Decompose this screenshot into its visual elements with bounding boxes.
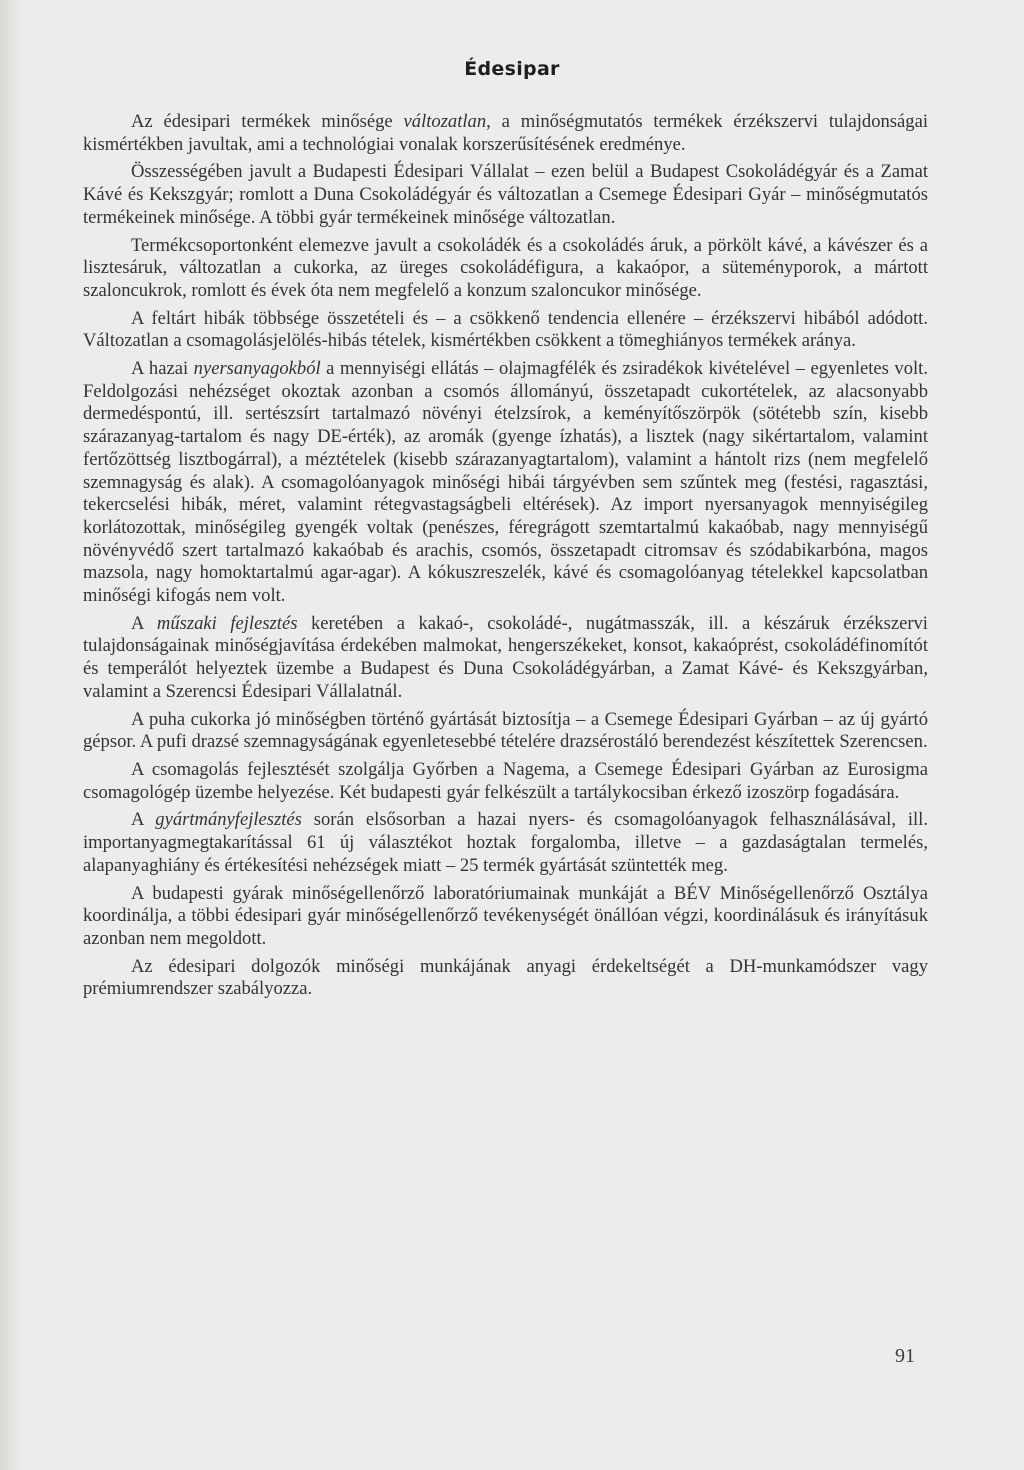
- paragraph-8-text: A csomagolás fejlesztését szolgálja Győrben a Nagema, a Csemege Édesipari Gyárban az Eurosigma csomagológép üzembe helyezése. Két budapesti gyár felkészült a tartálykocsiban érkező izoszörp fogadására.: [83, 758, 928, 803]
- emphasis-muszaki-fejlesztes: műszaki fejlesztés: [156, 612, 298, 634]
- paragraph-3: [83, 235, 928, 303]
- page-title: Édesipar: [464, 58, 560, 80]
- paragraph-2: [83, 161, 928, 229]
- emphasis-valtozatlan: változatlan: [403, 111, 487, 132]
- paragraph-9-text-cont: során elsősorban a hazai nyers- és csomagolóanyagok felhasználásával, ill. importanyagmegtakarítással 61 új választékot hoztak forgalomba, illetve – a gazdaságtalan termelés, alapanyaghiány és értékesítési nehézségek miatt – 25 termék gyártását szüntették meg.: [83, 809, 928, 876]
- paragraph-10: [83, 883, 928, 951]
- paragraph-1-text-cont: , a minőségmutatós termékek érzékszervi tulajdonságai kismértékben javultak, ami a technológiai vonalak korszerűsítésének eredménye.: [83, 111, 928, 155]
- paragraph-5: [83, 358, 928, 608]
- paragraph-1-text: Az édesipari termékek minősége: [131, 111, 404, 132]
- paragraph-7: [83, 709, 928, 754]
- paragraph-3-text: Termékcsoportonként elemezve javult a csokoládék és a csokoládés áruk, a pörkölt kávé, a kávészer és a lisztesáruk, változatlan a cukorka, az üreges csokoládéfigura, a kakaópor, a süteményporok, a mártott szaloncukrok, romlott és évek óta nem megfelelő a konzum szaloncukor minősége.: [83, 234, 928, 301]
- page-number: 91: [895, 1345, 915, 1367]
- emphasis-gyartmanyfejlesztes: gyártmányfejlesztés: [155, 809, 302, 831]
- paragraph-6-text: A: [131, 612, 157, 634]
- paragraph-5-text: A hazai: [131, 358, 194, 380]
- emphasis-nyersanyagokbol: nyersanyagokból: [193, 358, 321, 380]
- paragraph-11-text: Az édesipari dolgozók minőségi munkájának anyagi érdekeltségét a DH-munkamódszer vagy prémiumrendszer szabályozza.: [83, 955, 928, 1000]
- paragraph-4: [83, 308, 928, 353]
- paragraph-6: [83, 613, 928, 704]
- paragraph-6-text-cont: keretében a kakaó-, csokoládé-, nugátmasszák, ill. a készáruk érzékszervi tulajdonságainak minőségjavítása érdekében malmokat, hengerszékeket, konsot, kakaóprést, csokoládéfinomítót és temperálót helyeztek üzembe a Budapest és Duna Csokoládégyárban, a Zamat Kávé- és Kekszgyárban, valamint a Szerencsi Édesipari Vállalatnál.: [83, 612, 928, 702]
- page-binding-edge: [0, 0, 22, 1470]
- paragraph-8: [83, 759, 928, 804]
- paragraph-9: [83, 809, 928, 877]
- paragraph-10-text: A budapesti gyárak minőségellenőrző laboratóriumainak munkáját a BÉV Minőségellenőrző Osztálya koordinálja, a többi édesipari gyár minőségellenőrző tevékenységét önállóan végzi, koordinálásuk és irányításuk azonban nem megoldott.: [83, 882, 928, 949]
- paragraph-9-text: A: [131, 809, 156, 831]
- paragraph-4-text: A feltárt hibák többsége összetételi és – a csökkenő tendencia ellenére – érzékszervi hibából adódott. Változatlan a csomagolásjelölés-hibás tételek, kismértékben csökkent a tömeghiányos termékek aránya.: [83, 307, 928, 352]
- paragraph-7-text: A puha cukorka jó minőségben történő gyártását biztosítja – a Csemege Édesipari Gyárban – az új gyártó gépsor. A pufi drazsé szemnagyságának egyenletesebbé tételére drazsérostáló berendezést készítettek Szerencsen.: [83, 708, 928, 753]
- paragraph-5-text-cont: a mennyiségi ellátás – olajmagfélék és zsiradékok kivételével – egyenletes volt. Feldolgozási nehézséget okoztak azonban a csomós állományú, összetapadt cukortételek, az alacsonyabb dermedéspontú, ill. sertészsírt tartalmazó növényi ételzsírok, a keményítőszörpök (sötétebb szín, kisebb szárazanyag-tartalom és nagy DE-érték), az aromák (gyenge ízhatás), a lisztek (nagy sikértartalom, valamint fertőzöttség lisztbogárral), a méztételek (kisebb szárazanyagtartalom), valamint a hántolt rizs (nem megfelelő szemnagyság és alak). A csomagolóanyagok minőségi hibái tárgyévben sem szűntek meg (festési, ragasztási, tekercselési hibák, méret, valamint rétegvastagságbeli eltérések). Az import nyersanyagok mennyiségileg korlátozottak, minőségileg gyengék voltak (penészes, féregrágott szemtartalmú kakaóbab, nagy mennyiségű növényvédő szert tartalmazó kakaóbab és arachis, csomós, összetapadt citromsav és szódabikarbóna, magos mazsola, nagy homoktartalmú agar-agar). A kókuszreszelék, kávé és csomagolóanyag tételekkel kapcsolatban minőségi kifogás nem volt.: [83, 358, 928, 607]
- document-body: [83, 111, 928, 1006]
- paragraph-11: [83, 956, 928, 1001]
- paragraph-2-text: Összességében javult a Budapesti Édesipari Vállalat – ezen belül a Budapest Csokoládégyár és a Zamat Kávé és Kekszgyár; romlott a Duna Csokoládégyár és változatlan a Csemege Édesipari Gyár – minőségmutatós termékeinek minősége. A többi gyár termékeinek minősége változatlan.: [83, 161, 928, 228]
- paragraph-1: [83, 111, 928, 156]
